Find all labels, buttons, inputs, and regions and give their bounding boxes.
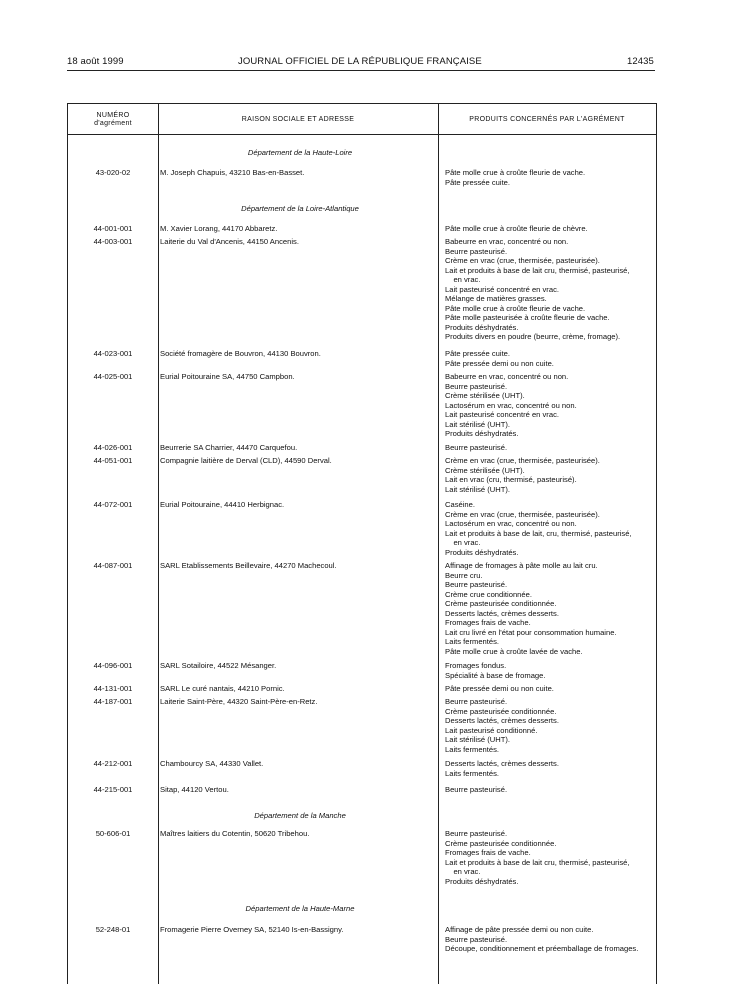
department-heading: Département de la Haute-Loire — [247, 148, 353, 157]
products-list: Babeurre en vrac, concentré ou non. Beurre pasteurisé. Crème stérilisée (UHT). Lactosérum en vrac, concentré ou non. Lait pasteurisé concentré en vrac. Lait stérilisé (UHT). Produits déshydratés. — [445, 372, 577, 439]
company-address: Fromagerie Pierre Overney SA, 52140 Is-en-Bassigny. — [160, 925, 344, 934]
column-divider — [158, 104, 159, 984]
department-heading: Département de la Haute-Marne — [245, 904, 355, 913]
products-list: Pâte pressée cuite. Pâte pressée demi ou non cuite. — [445, 349, 554, 368]
company-address: Eurial Poitouraine SA, 44750 Campbon. — [160, 372, 295, 381]
company-address: Laiterie du Val d'Ancenis, 44150 Ancenis. — [160, 237, 299, 246]
header-date: 18 août 1999 — [67, 56, 124, 67]
agrement-table — [67, 103, 657, 984]
products-list: Caséine. Crème en vrac (crue, thermisée, pasteurisée). Lactosérum en vrac, concentré ou non. Lait et produits à base de lait, cru, thermisé, pasteurisé, en vrac. Produits déshydratés. — [445, 500, 632, 557]
header-title: JOURNAL OFFICIEL DE LA RÉPUBLIQUE FRANÇAISE — [238, 56, 482, 67]
agrement-number: 44-003-001 — [93, 237, 133, 246]
agrement-number: 50-606-01 — [95, 829, 131, 838]
company-address: SARL Sotailoire, 44522 Mésanger. — [160, 661, 277, 670]
products-list: Babeurre en vrac, concentré ou non. Beurre pasteurisé. Crème en vrac (crue, thermisée, pasteurisée). Lait et produits à base de lait cru, thermisé, pasteurisé, en vrac. Lait pasteurisé concentré en vrac. Mélange de matières grasses. Pâte molle crue à croûte fleurie de vache. Pâte molle pasteurisée à croûte fleurie de vache. Produits déshydratés. Produits divers en poudre (beurre, crème, fromage). — [445, 237, 630, 342]
agrement-number: 44-131-001 — [93, 684, 133, 693]
agrement-number: 44-087-001 — [93, 561, 133, 570]
column-header-products: PRODUITS CONCERNÉS PAR L'AGRÉMENT — [469, 116, 625, 123]
products-list: Pâte molle crue à croûte fleurie de chèvre. — [445, 224, 588, 233]
header-page-number: 12435 — [627, 56, 654, 67]
header-rule — [67, 70, 655, 71]
company-address: Beurrerie SA Charrier, 44470 Carquefou. — [160, 443, 298, 452]
column-header-address: RAISON SOCIALE ET ADRESSE — [241, 116, 355, 123]
products-list: Beurre pasteurisé. — [445, 785, 508, 794]
company-address: M. Xavier Lorang, 44170 Abbaretz. — [160, 224, 278, 233]
company-address: SARL Le curé nantais, 44210 Pornic. — [160, 684, 285, 693]
products-list: Desserts lactés, crèmes desserts. Laits fermentés. — [445, 759, 559, 778]
agrement-number: 44-026-001 — [93, 443, 133, 452]
company-address: Sitap, 44120 Vertou. — [160, 785, 229, 794]
column-header-number: NUMÉRO d'agrément — [94, 112, 132, 127]
products-list: Pâte molle crue à croûte fleurie de vache. Pâte pressée cuite. — [445, 168, 586, 187]
products-list: Affinage de fromages à pâte molle au lait cru. Beurre cru. Beurre pasteurisé. Crème crue conditionnée. Crème pasteurisée conditionnée. Desserts lactés, crèmes desserts. Fromages frais de vache. Lait cru livré en l'état pour consommation humaine. Laits fermentés. Pâte molle crue à croûte lavée de vache. — [445, 561, 617, 656]
products-list: Beurre pasteurisé. Crème pasteurisée conditionnée. Desserts lactés, crèmes desserts. Lait pasteurisé conditionné. Lait stérilisé (UHT). Laits fermentés. — [445, 697, 559, 754]
agrement-number: 52-248-01 — [95, 925, 131, 934]
department-heading: Département de la Loire-Atlantique — [241, 204, 359, 213]
company-address: Compagnie laitière de Derval (CLD), 44590 Derval. — [160, 456, 332, 465]
company-address: Société fromagère de Bouvron, 44130 Bouvron. — [160, 349, 321, 358]
agrement-number: 43-020-02 — [95, 168, 131, 177]
products-list: Pâte pressée demi ou non cuite. — [445, 684, 554, 693]
company-address: M. Joseph Chapuis, 43210 Bas-en-Basset. — [160, 168, 305, 177]
agrement-number: 44-187-001 — [93, 697, 133, 706]
products-list: Crème en vrac (crue, thermisée, pasteurisée). Crème stérilisée (UHT). Lait en vrac (cru, thermisé, pasteurisé). Lait stérilisé (UHT). — [445, 456, 600, 494]
company-address: Laiterie Saint-Père, 44320 Saint-Père-en-Retz. — [160, 697, 318, 706]
agrement-number: 44-096-001 — [93, 661, 133, 670]
company-address: Chambourcy SA, 44330 Vallet. — [160, 759, 264, 768]
products-list: Beurre pasteurisé. — [445, 443, 508, 452]
table-header-rule — [68, 134, 656, 135]
agrement-number: 44-215-001 — [93, 785, 133, 794]
agrement-number: 44-212-001 — [93, 759, 133, 768]
products-list: Affinage de pâte pressée demi ou non cuite. Beurre pasteurisé. Découpe, conditionnement et préemballage de fromages. — [445, 925, 639, 954]
agrement-number: 44-001-001 — [93, 224, 133, 233]
company-address: SARL Etablissements Beillevaire, 44270 Machecoul. — [160, 561, 337, 570]
company-address: Maîtres laitiers du Cotentin, 50620 Tribehou. — [160, 829, 310, 838]
agrement-number: 44-072-001 — [93, 500, 133, 509]
agrement-number: 44-025-001 — [93, 372, 133, 381]
products-list: Beurre pasteurisé. Crème pasteurisée conditionnée. Fromages frais de vache. Lait et produits à base de lait cru, thermisé, pasteurisé, en vrac. Produits déshydratés. — [445, 829, 630, 886]
company-address: Eurial Poitouraine, 44410 Herbignac. — [160, 500, 285, 509]
department-heading: Département de la Manche — [254, 811, 346, 820]
agrement-number: 44-023-001 — [93, 349, 133, 358]
agrement-number: 44-051-001 — [93, 456, 133, 465]
column-divider — [438, 104, 439, 984]
products-list: Fromages fondus. Spécialité à base de fromage. — [445, 661, 546, 680]
